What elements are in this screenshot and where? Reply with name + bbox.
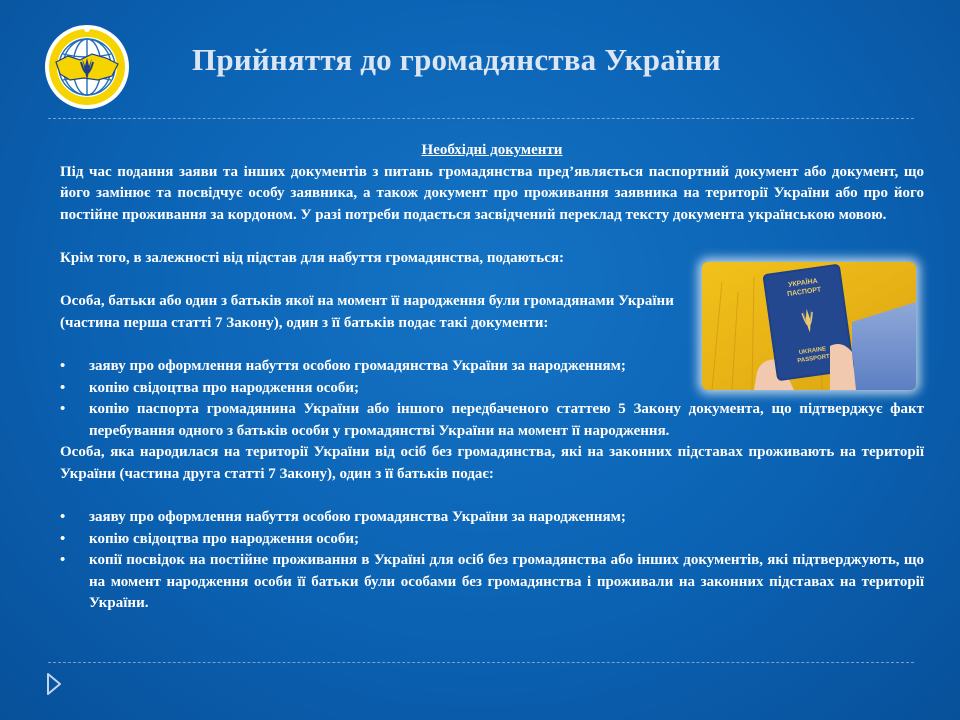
list-item-text: копії посвідок на постійне проживання в Україні для осіб без громадянства або інших документів, які підтверджують, що на момент народження особи її батьки були особами без громадянства і проживали на законних підставах на території України. <box>89 552 924 612</box>
case2-paragraph: Особа, яка народилася на території України від осіб без громадянства, які на законних підставах проживають на території України (частина друга статті 7 Закону), один з її батьків подає: <box>60 444 924 482</box>
passport-image <box>702 262 916 390</box>
bullet-icon: • <box>60 552 66 569</box>
bottom-divider <box>48 662 914 663</box>
list-item-text: копію свідоцтва про народження особи; <box>89 530 359 547</box>
list-item <box>60 550 924 615</box>
list-item <box>60 399 924 442</box>
section-heading: Необхідні документи <box>421 142 563 158</box>
bullet-icon: • <box>60 401 66 418</box>
list-item-text: копію свідоцтва про народження особи; <box>89 379 359 396</box>
bullet-icon: • <box>60 379 66 396</box>
list-item <box>60 529 924 551</box>
page-title: Прийняття до громадянства України <box>192 42 721 77</box>
triangle-right-icon[interactable] <box>46 672 62 696</box>
spacer <box>60 486 924 508</box>
emblem-logo-icon <box>42 22 132 112</box>
passport-line2: ПАСПОРТ <box>786 286 822 299</box>
list-item <box>60 507 924 529</box>
passport-photo <box>702 262 916 390</box>
passport-line1: УКРАЇНА <box>787 277 819 289</box>
passport-line4: PASSPORT <box>797 353 831 365</box>
intro-paragraph: Під час подання заяви та інших документів з питань громадянства пред’являється паспортний документ або документ, що його замінює та посвідчує особу заявника, а також документ про проживання заявника на території України або про його постійне проживання за кордоном. У разі потреби подається засвідчений переклад тексту документа українською мовою. <box>60 163 924 223</box>
passport-line3: UKRAINE <box>798 346 827 357</box>
bullet-icon: • <box>60 357 66 374</box>
top-divider <box>48 118 914 119</box>
list-item-text: заяву про оформлення набуття особою громадянства України за народженням; <box>89 357 626 374</box>
case1-paragraph: Особа, батьки або один з батьків якої на момент її народження були громадянами України (частина перша статті 7 Закону), один з її батьків подає такі документи: <box>60 293 674 331</box>
bullet-icon: • <box>60 509 66 526</box>
list-item-text: копію паспорта громадянина України або іншого передбаченого статтею 5 Закону документа, що підтверджує факт перебування одного з батьків особи у громадянстві України на момент її народження. <box>89 401 924 439</box>
case2-list <box>60 507 924 615</box>
list-item-text: заяву про оформлення набуття особою громадянства України за народженням; <box>89 509 626 526</box>
bullet-icon: • <box>60 530 66 547</box>
additional-paragraph: Крім того, в залежності від підстав для набуття громадянства, подаються: <box>60 249 565 266</box>
spacer <box>60 226 924 248</box>
